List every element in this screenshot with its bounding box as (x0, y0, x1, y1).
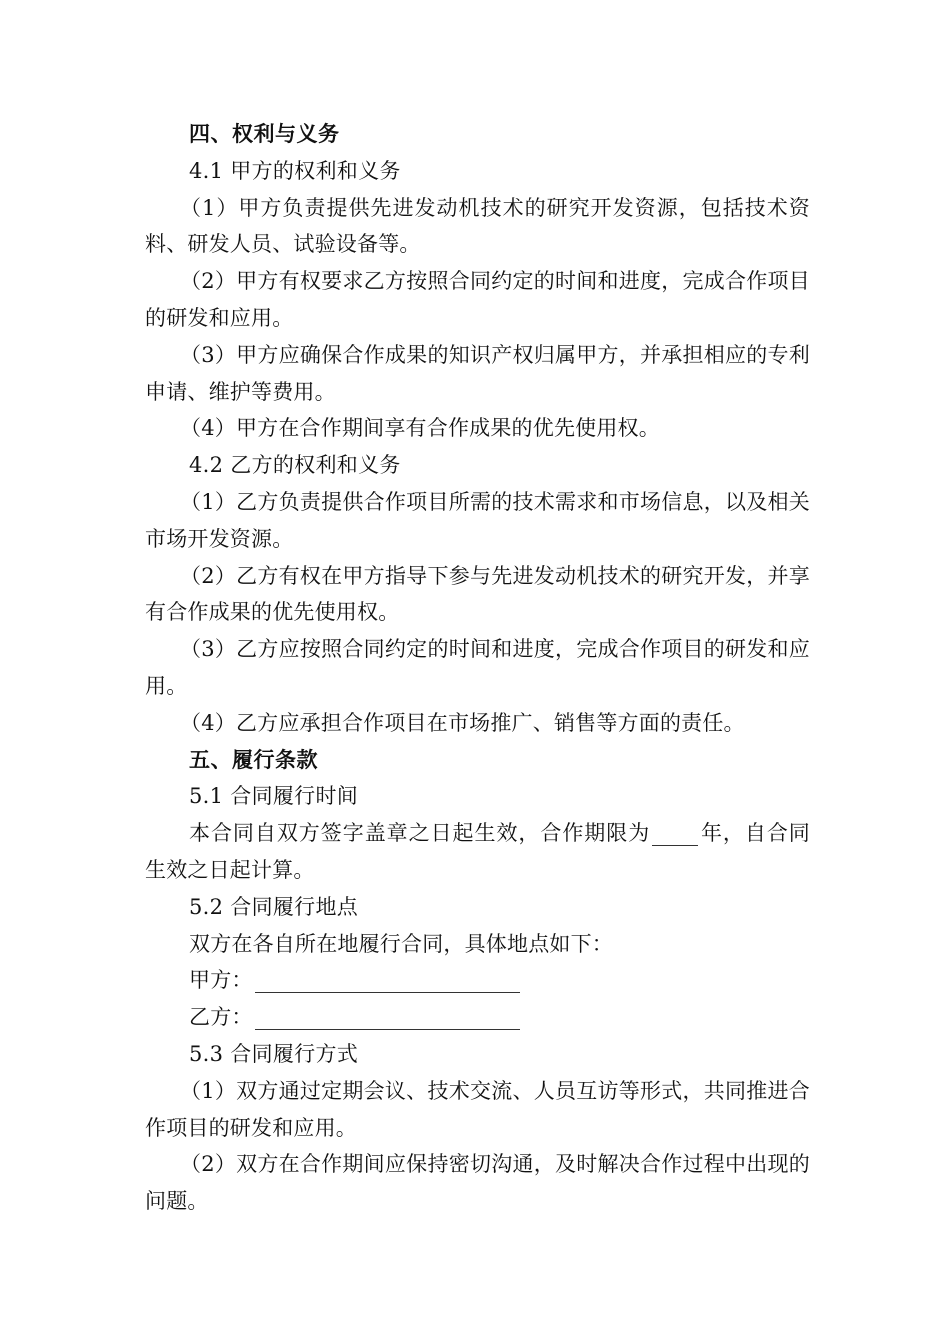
clause-5-1-text (145, 815, 810, 889)
term-text-after-blank: 年，自合同生效之日起计算。 (145, 821, 811, 882)
clause-4-1-3: （3）甲方应确保合作成果的知识产权归属甲方，并承担相应的专利申请、维护等费用。 (145, 342, 810, 404)
clause-5-2-text: 双方在各自所在地履行合同，具体地点如下： (189, 931, 613, 956)
party-a-label: 甲方： (189, 968, 253, 993)
clause-4-1-4: （4）甲方在合作期间享有合作成果的优先使用权。 (180, 416, 660, 441)
term-text-before-blank: 本合同自双方签字盖章之日起生效，合作期限为 (189, 821, 651, 846)
section-5-heading: 五、履行条款 (189, 747, 318, 772)
document-body (145, 116, 810, 1220)
subsection-5-2-heading: 5.2 合同履行地点 (189, 894, 359, 919)
party-b-location-blank[interactable] (255, 1007, 520, 1030)
term-years-blank[interactable] (652, 823, 698, 846)
party-b-label: 乙方： (189, 1005, 253, 1030)
clause-4-2-2: （2）乙方有权在甲方指导下参与先进发动机技术的研究开发，并享有合作成果的优先使用权。 (145, 563, 810, 625)
clause-5-3-1: （1）双方通过定期会议、技术交流、人员互访等形式，共同推进合作项目的研发和应用。 (145, 1078, 810, 1140)
subsection-5-3-heading: 5.3 合同履行方式 (189, 1041, 359, 1066)
clause-4-1-1: （1）甲方负责提供先进发动机技术的研究开发资源，包括技术资料、研发人员、试验设备等。 (145, 195, 810, 257)
party-b-location-line (145, 999, 810, 1036)
clause-4-2-1: （1）乙方负责提供合作项目所需的技术需求和市场信息，以及相关市场开发资源。 (145, 489, 810, 551)
clause-4-2-4: （4）乙方应承担合作项目在市场推广、销售等方面的责任。 (180, 710, 745, 735)
section-4-heading: 四、权利与义务 (189, 122, 340, 146)
party-a-location-line (145, 962, 810, 999)
party-a-location-blank[interactable] (255, 970, 520, 993)
subsection-4-2-heading: 4.2 乙方的权利和义务 (189, 453, 401, 478)
clause-5-3-2: （2）双方在合作期间应保持密切沟通，及时解决合作过程中出现的问题。 (145, 1152, 810, 1214)
clause-4-2-3: （3）乙方应按照合同约定的时间和进度，完成合作项目的研发和应用。 (145, 637, 810, 698)
subsection-4-1-heading: 4.1 甲方的权利和义务 (189, 158, 401, 183)
clause-4-1-2: （2）甲方有权要求乙方按照合同约定的时间和进度，完成合作项目的研发和应用。 (145, 269, 810, 330)
subsection-5-1-heading: 5.1 合同履行时间 (189, 784, 359, 809)
